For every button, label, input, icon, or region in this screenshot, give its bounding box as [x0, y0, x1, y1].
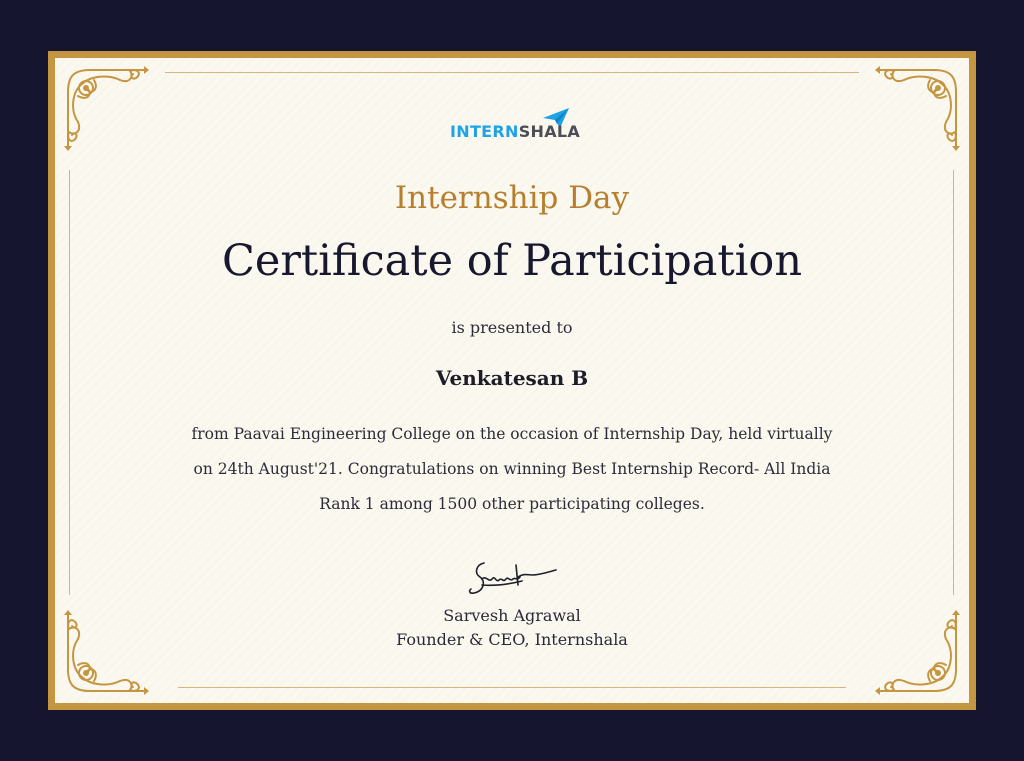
- signatory-role: Founder & CEO, Internshala: [396, 630, 628, 649]
- top-divider: [165, 72, 859, 73]
- signature-icon: [462, 555, 562, 601]
- internshala-logo: [448, 108, 581, 142]
- logo-wordmark: [450, 122, 580, 141]
- certificate-title: Certificate of Participation: [221, 236, 803, 286]
- corner-ornament-icon: [60, 62, 152, 154]
- recipient-name: Venkatesan B: [435, 366, 589, 390]
- event-title: Internship Day: [394, 180, 630, 216]
- presented-to-text: is presented to: [451, 318, 573, 337]
- logo-text-intern: INTERN: [450, 122, 519, 141]
- body-text-line: from Paavai Engineering College on the occasion of Internship Day, held virtually: [191, 425, 833, 443]
- logo-text-shala: SHALA: [518, 122, 581, 141]
- bottom-divider: [178, 687, 846, 688]
- body-text-line: on 24th August'21. Congratulations on winning Best Internship Record- All India: [193, 460, 831, 478]
- signatory-name: Sarvesh Agrawal: [443, 606, 581, 625]
- body-text-line: Rank 1 among 1500 other participating colleges.: [319, 495, 705, 513]
- corner-ornament-icon: [872, 62, 964, 154]
